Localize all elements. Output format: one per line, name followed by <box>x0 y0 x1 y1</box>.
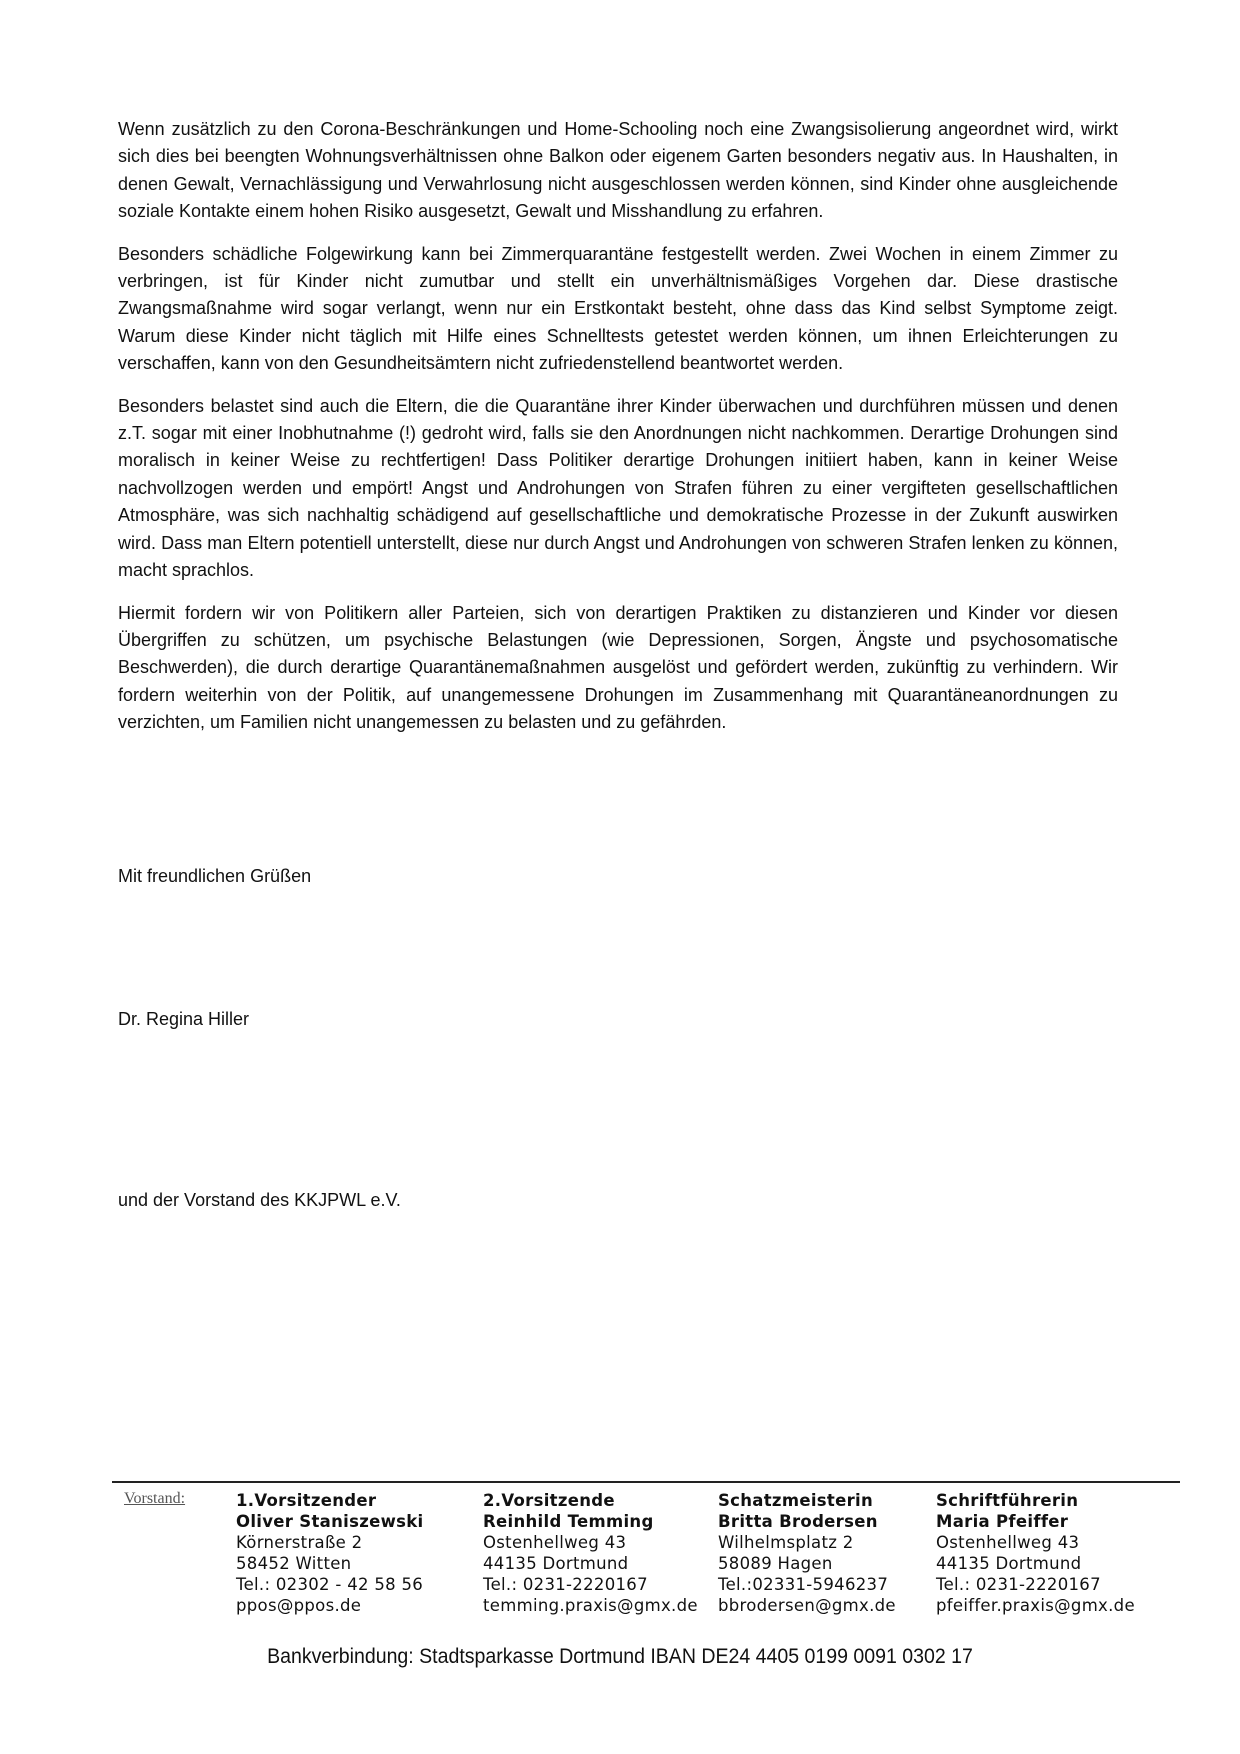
member-role: 2.Vorsitzende <box>483 1491 615 1510</box>
member-name: Britta Brodersen <box>718 1512 878 1531</box>
board-member-chair <box>236 1490 476 1616</box>
member-name: Reinhild Temming <box>483 1512 654 1531</box>
member-role: Schriftführerin <box>936 1491 1079 1510</box>
footer-divider <box>112 1481 1180 1483</box>
member-street: Körnerstraße 2 <box>236 1533 363 1552</box>
member-city: 58452 Witten <box>236 1554 352 1573</box>
bank-details: Bankverbindung: Stadtsparkasse Dortmund IBAN DE24 4405 0199 0091 0302 17 <box>267 1645 973 1668</box>
board-member-vice-chair <box>483 1490 698 1616</box>
member-street: Wilhelmsplatz 2 <box>718 1533 854 1552</box>
member-email[interactable]: bbrodersen@gmx.de <box>718 1596 896 1615</box>
member-email[interactable]: ppos@ppos.de <box>236 1596 362 1615</box>
member-phone: Tel.: 0231-2220167 <box>483 1575 648 1594</box>
paragraph-room-quarantine: Besonders schädliche Folgewirkung kann bei Zimmerquarantäne festgestellt werden. Zwei Wochen in einem Zimmer zu verbringen, ist für Kinder nicht zumutbar und stellt ein unverhältnismäßiges Vorgehen dar. Diese drastische Zwangsmaßnahme wird sogar verlangt, wenn nur ein Erstkontakt besteht, ohne dass das Kind selbst Symptome zeigt. Warum diese Kinder nicht täglich mit Hilfe eines Schnelltests getestet werden können, um ihnen Erleichterungen zu verschaffen, kann von den Gesundheitsämtern nicht zufriedenstellend beantwortet werden. <box>118 243 1118 374</box>
letter-body <box>118 116 1118 752</box>
member-role: Schatzmeisterin <box>718 1491 874 1510</box>
closing-salutation: Mit freundlichen Grüßen <box>118 866 312 886</box>
paragraph-isolation-risks: Wenn zusätzlich zu den Corona-Beschränkungen und Home-Schooling noch eine Zwangsisolierung angeordnet wird, wirkt sich dies bei beengten Wohnungsverhältnissen ohne Balkon oder eigenem Garten besonders negativ aus. In Haushalten, in denen Gewalt, Vernachlässigung und Verwahrlosung nicht ausgeschlossen werden können, sind Kinder ohne ausgleichende soziale Kontakte einem hohen Risiko ausgesetzt, Gewalt und Misshandlung zu erfahren. <box>118 119 1118 222</box>
board-member-secretary <box>936 1490 1186 1616</box>
member-phone: Tel.:02331-5946237 <box>718 1575 889 1594</box>
member-phone: Tel.: 0231-2220167 <box>936 1575 1101 1594</box>
paragraph-parents-burden: Besonders belastet sind auch die Eltern, die die Quarantäne ihrer Kinder überwachen und durchführen müssen und denen z.T. sogar mit einer Inobhutnahme (!) gedroht wird, falls sie den Anordnungen nicht nachkommen. Derartige Drohungen sind moralisch in keiner Weise zu rechtfertigen! Dass Politiker derartige Drohungen initiiert haben, kann in keiner Weise nachvollzogen werden und empört! Angst und Androhungen von Strafen führen zu einer vergifteten gesellschaftlichen Atmosphäre, was sich nachhaltig schädigend auf gesellschaftliche und demokratische Prozesse in der Zukunft auswirken wird. Dass man Eltern potentiell unterstellt, diese nur durch Angst und Androhungen von schweren Strafen lenken zu können, macht sprachlos. <box>118 395 1118 581</box>
member-role: 1.Vorsitzender <box>236 1491 377 1510</box>
member-name: Oliver Staniszewski <box>236 1512 424 1531</box>
paragraph-demands: Hiermit fordern wir von Politikern aller Parteien, sich von derartigen Praktiken zu distanzieren und Kinder vor diesen Übergriffen zu schützen, um psychische Belastungen (wie Depressionen, Sorgen, Ängste und psychosomatische Beschwerden), die durch derartige Quarantänemaßnahmen ausgelöst und gefördert werden, zukünftig zu verhindern. Wir fordern weiterhin von der Politik, auf unangemessene Drohungen im Zusammenhang mit Quarantäneanordnungen zu verzichten, um Familien nicht unangemessen zu belasten und zu gefährden. <box>118 602 1118 733</box>
member-email[interactable]: temming.praxis@gmx.de <box>483 1596 698 1615</box>
member-street: Ostenhellweg 43 <box>483 1533 627 1552</box>
signer-name: Dr. Regina Hiller <box>118 1009 250 1029</box>
board-label: Vorstand: <box>124 1490 186 1507</box>
member-email[interactable]: pfeiffer.praxis@gmx.de <box>936 1596 1135 1615</box>
member-city: 44135 Dortmund <box>936 1554 1082 1573</box>
board-member-treasurer <box>718 1490 933 1616</box>
board-signature-line: und der Vorstand des KKJPWL e.V. <box>118 1190 401 1210</box>
member-street: Ostenhellweg 43 <box>936 1533 1080 1552</box>
member-city: 44135 Dortmund <box>483 1554 629 1573</box>
member-name: Maria Pfeiffer <box>936 1512 1069 1531</box>
member-city: 58089 Hagen <box>718 1554 833 1573</box>
member-phone: Tel.: 02302 - 42 58 56 <box>236 1575 424 1594</box>
